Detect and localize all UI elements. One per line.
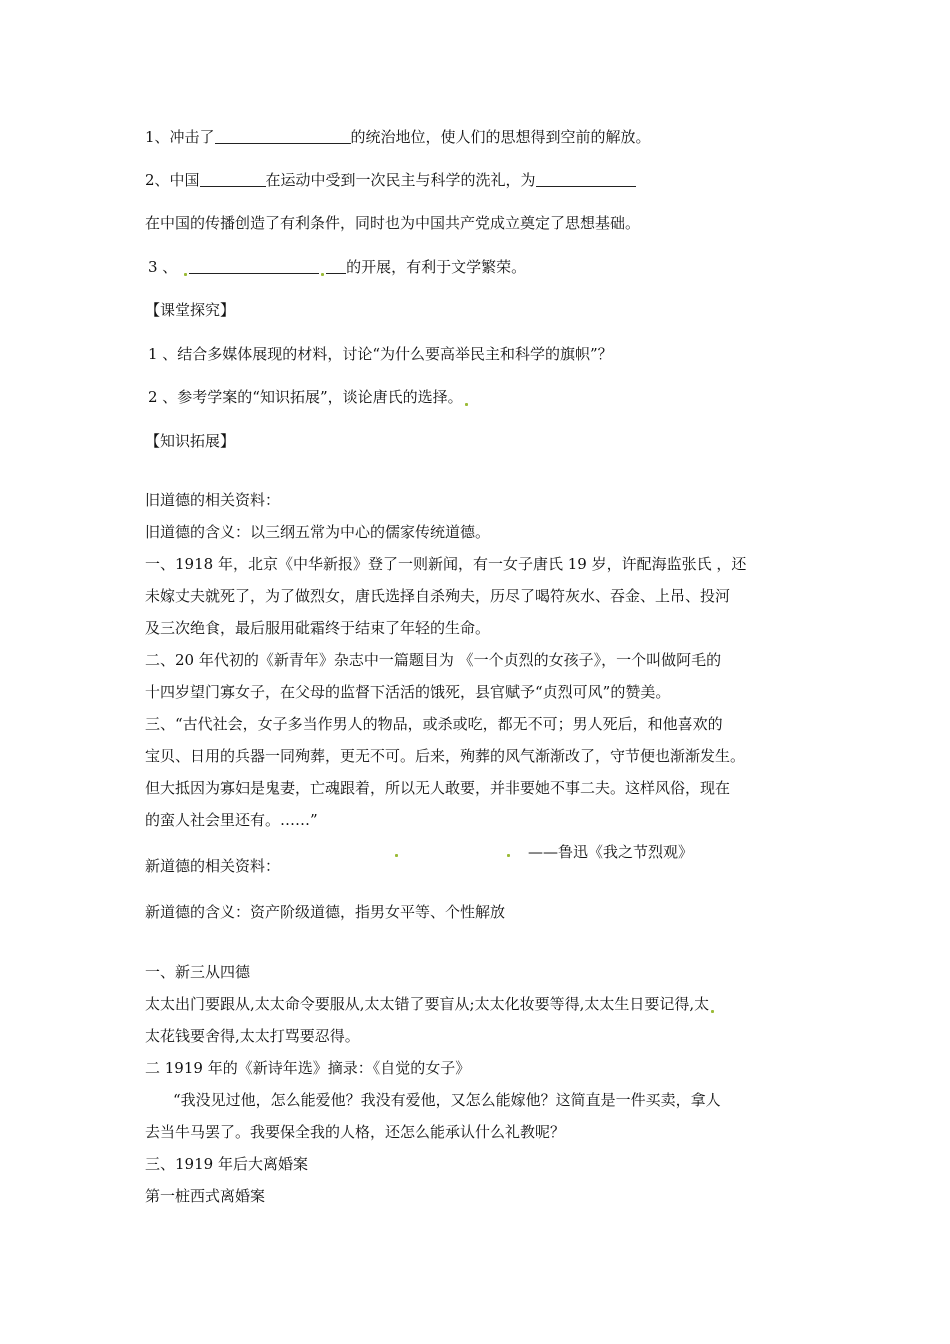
new-item-1-line-2: 太花钱要舍得,太太打骂要忍得。 — [145, 1027, 360, 1045]
q3-suffix: 的开展，有利于文学繁荣。 — [346, 258, 527, 276]
new-item-1-line-1-text: 太太出门要跟从,太太命令要服从,太太错了要盲从;太太化妆要等得,太太生日要记得,太 — [145, 995, 710, 1013]
new-item-1-line-1 — [145, 994, 716, 1014]
new-item-3-title: 三、1919 年后大离婚案 — [145, 1155, 308, 1173]
q1-blank — [215, 128, 351, 144]
q3-blank — [189, 258, 319, 274]
q2-prefix: 2、中国 — [145, 171, 200, 189]
old-item-3-line-4: 的蛮人社会里还有。……” — [145, 811, 318, 829]
old-morality-title: 旧道德的相关资料： — [145, 491, 281, 509]
new-item-2-title: 二 1919 年的《新诗年选》摘录：《自觉的女子》 — [145, 1059, 471, 1077]
old-item-3-line-1: 三、“古代社会，女子多当作男人的物品，或杀或吃，都无不可；男人死后，和他喜欢的 — [145, 715, 723, 733]
q2-line-2: 在中国的传播创造了有利条件，同时也为中国共产党成立奠定了思想基础。 — [145, 214, 641, 232]
old-item-2-line-1: 二、20 年代初的《新青年》杂志中一篇题目为 《一个贞烈的女孩子》，一个叫做阿毛的 — [145, 651, 722, 669]
marker-dot — [395, 854, 398, 857]
q3-blank-2 — [326, 258, 346, 274]
q1-suffix: 的统治地位，使人们的思想得到空前的解放。 — [350, 128, 651, 146]
q2-blank-1 — [200, 171, 266, 187]
old-item-2-line-2: 十四岁望门寡女子，在父母的监督下活活的饿死，县官赋予“贞烈可风”的赞美。 — [145, 683, 671, 701]
classroom-item-2-text: 2 、参考学案的“知识拓展”，谈论唐氏的选择。 — [148, 388, 463, 406]
new-item-2-line-1: “我没见过他，怎么能爱他？我没有爱他，又怎么能嫁他？这简直是一件买卖，拿人 — [173, 1091, 721, 1109]
new-morality-meaning: 新道德的含义：资产阶级道德，指男女平等、个性解放 — [145, 903, 506, 921]
marker-dot — [711, 1010, 714, 1013]
q1-line — [145, 127, 651, 147]
new-morality-title: 新道德的相关资料： — [145, 857, 281, 875]
q3-prefix: 3 、 — [148, 258, 178, 276]
marker-dot — [184, 273, 187, 276]
marker-dot — [465, 403, 468, 406]
old-item-1-line-3: 及三次绝食，最后服用砒霜终于结束了年轻的生命。 — [145, 619, 491, 637]
classroom-item-1: 1 、结合多媒体展现的材料，讨论“为什么要高举民主和科学的旗帜”？ — [148, 345, 613, 363]
old-morality-meaning: 旧道德的含义：以三纲五常为中心的儒家传统道德。 — [145, 523, 491, 541]
marker-dot — [321, 273, 324, 276]
old-item-3-line-3: 但大抵因为寡妇是鬼妻，亡魂跟着，所以无人敢要，并非要她不事二夫。这样风俗，现在 — [145, 779, 731, 797]
new-item-1-title: 一、新三从四德 — [145, 963, 251, 981]
section-heading-knowledge: 【知识拓展】 — [145, 432, 236, 450]
new-item-3-line-1: 第一桩西式离婚案 — [145, 1187, 266, 1205]
section-heading-classroom: 【课堂探究】 — [145, 301, 236, 319]
q2-middle: 在运动中受到一次民主与科学的洗礼，为 — [265, 171, 536, 189]
marker-dot — [507, 854, 510, 857]
old-item-3-line-2: 宝贝、日用的兵器一同殉葬，更无不可。后来，殉葬的风气渐渐改了，守节便也渐渐发生。 — [145, 747, 746, 765]
q3-line — [148, 257, 526, 277]
classroom-item-2 — [148, 387, 470, 407]
q2-blank-2 — [536, 171, 636, 187]
quote-attribution: ——鲁迅《我之节烈观》 — [528, 843, 694, 861]
old-item-1-line-2: 未嫁丈夫就死了，为了做烈女，唐氏选择自杀殉夫，历尽了喝符灰水、吞金、上吊、投河 — [145, 587, 731, 605]
old-item-1-line-1: 一、1918 年，北京《中华新报》登了一则新闻，有一女子唐氏 19 岁，许配海监张氏 ，还 — [145, 555, 747, 573]
new-item-2-line-2: 去当牛马罢了。我要保全我的人格，还怎么能承认什么礼教呢？ — [145, 1123, 566, 1141]
q2-line — [145, 170, 636, 190]
q1-prefix: 1、冲击了 — [145, 128, 215, 146]
